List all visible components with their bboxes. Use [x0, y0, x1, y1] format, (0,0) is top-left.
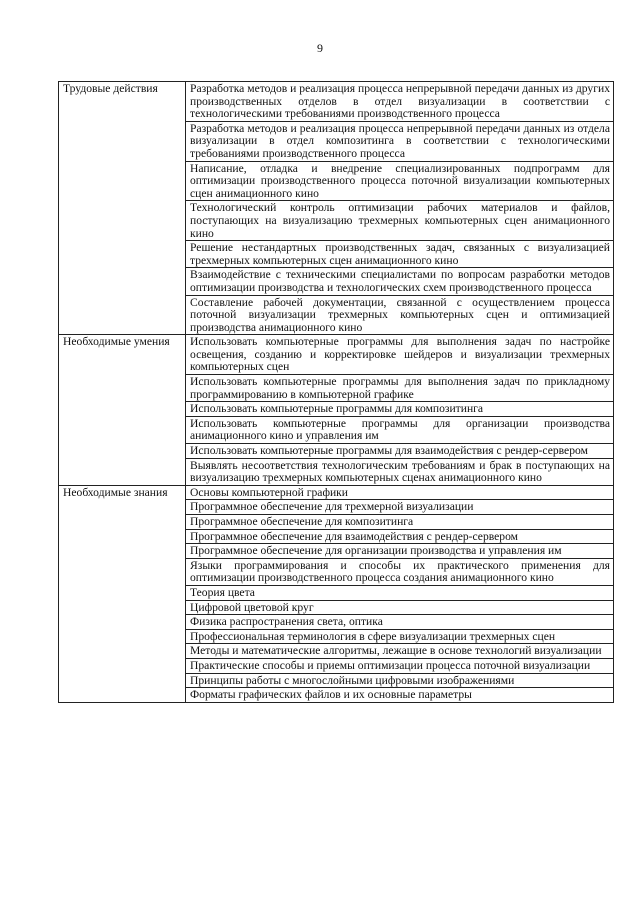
- requirement-item: Использовать компьютерные программы для выполнения задач по настройке освещения, созданию и корректировке шейдеров и визуализации трехмерных компьютерных сцен: [186, 335, 614, 375]
- requirement-item: Выявлять несоответствия технологическим требованиям и брак в поступающих на визуализацию трехмерных компьютерных сценах анимационного кино: [186, 458, 614, 485]
- requirement-item: Разработка методов и реализация процесса непрерывной передачи данных из отдела визуализации в отдел композитинга в соответствии с технологическими требованиями производственного процесса: [186, 121, 614, 161]
- requirement-item: Решение нестандартных производственных задач, связанных с визуализацией трехмерных компьютерных сцен анимационного кино: [186, 241, 614, 268]
- requirement-item: Физика распространения света, оптика: [186, 615, 614, 630]
- table-body: [59, 82, 614, 703]
- requirement-item: Взаимодействие с техническими специалистами по вопросам разработки методов оптимизации производства и технологических схем производственного процесса: [186, 268, 614, 295]
- requirement-item: Основы компьютерной графики: [186, 485, 614, 500]
- requirement-item: Программное обеспечение для композитинга: [186, 515, 614, 530]
- section-label-required-skills: Необходимые умения: [59, 335, 186, 486]
- requirement-item: Использовать компьютерные программы для композитинга: [186, 402, 614, 417]
- requirement-item: Языки программирования и способы их практического применения для оптимизации производственного процесса создания анимационного кино: [186, 558, 614, 585]
- requirement-item: Использовать компьютерные программы для организации производства анимационного кино и управления им: [186, 416, 614, 443]
- requirement-item: Практические способы и приемы оптимизации процесса поточной визуализации: [186, 658, 614, 673]
- requirement-item: Программное обеспечение для взаимодействия с рендер-сервером: [186, 529, 614, 544]
- table-row: [59, 335, 614, 375]
- section-label-labor-actions: Трудовые действия: [59, 82, 186, 335]
- requirement-item: Теория цвета: [186, 585, 614, 600]
- requirement-item: Цифровой цветовой круг: [186, 600, 614, 615]
- requirement-item: Написание, отладка и внедрение специализированных подпрограмм для оптимизации производственного процесса поточной визуализации компьютерных сцен анимационного кино: [186, 161, 614, 201]
- page-number: 9: [317, 41, 323, 55]
- requirement-item: Использовать компьютерные программы для выполнения задач по прикладному программированию в компьютерной графике: [186, 375, 614, 402]
- table-row: [59, 82, 614, 122]
- requirement-item: Форматы графических файлов и их основные параметры: [186, 688, 614, 703]
- requirement-item: Составление рабочей документации, связанной с осуществлением процесса поточной визуализации трехмерных компьютерных сцен и оптимизацией производства анимационного кино: [186, 295, 614, 335]
- requirement-item: Разработка методов и реализация процесса непрерывной передачи данных из других производственных отделов в отдел визуализации в соответствии с технологическими требованиями производственного процесса: [186, 82, 614, 122]
- table-row: [59, 485, 614, 500]
- requirements-table: [58, 81, 614, 703]
- requirement-item: Методы и математические алгоритмы, лежащие в основе технологий визуализации: [186, 644, 614, 659]
- section-label-required-knowledge: Необходимые знания: [59, 485, 186, 702]
- requirement-item: Технологический контроль оптимизации рабочих материалов и файлов, поступающих на визуализацию трехмерных компьютерных сцен анимационного кино: [186, 201, 614, 241]
- requirement-item: Использовать компьютерные программы для взаимодействия с рендер-сервером: [186, 444, 614, 459]
- requirement-item: Программное обеспечение для трехмерной визуализации: [186, 500, 614, 515]
- requirement-item: Принципы работы с многослойными цифровыми изображениями: [186, 673, 614, 688]
- requirement-item: Профессиональная терминология в сфере визуализации трехмерных сцен: [186, 629, 614, 644]
- requirement-item: Программное обеспечение для организации производства и управления им: [186, 544, 614, 559]
